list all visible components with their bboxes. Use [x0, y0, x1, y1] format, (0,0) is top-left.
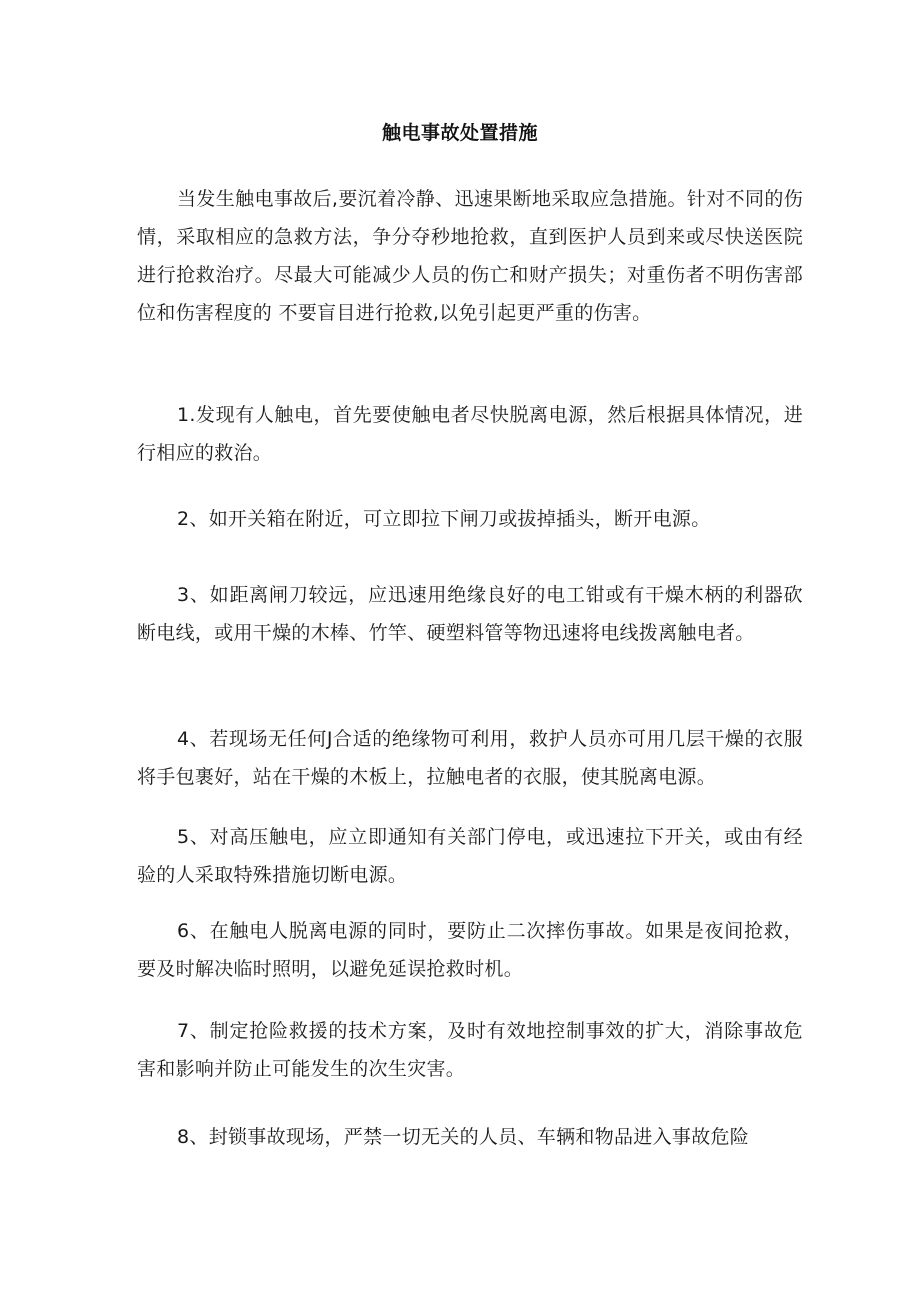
document-title: 触电事故处置措施 [381, 122, 538, 144]
measure-item-7: 7、制定抢险救援的技术方案，及时有效地控制事效的扩大，消除事故危害和影响并防止可能发生的次生灾害。 [137, 1020, 803, 1080]
measure-item-1: 1.发现有人触电，首先要使触电者尽快脱离电源，然后根据具体情况，进行相应的救治。 [137, 404, 803, 464]
measure-item-6: 6、在触电人脱离电源的同时，要防止二次摔伤事故。如果是夜间抢救，要及时解决临时照明，以避免延误抢救时机。 [137, 920, 803, 980]
measure-item-5: 5、对高压触电，应立即通知有关部门停电，或迅速拉下开关，或由有经验的人采取特殊措施切断电源。 [137, 826, 803, 886]
measure-item-2: 2、如开关箱在附近，可立即拉下闸刀或拔掉插头，断开电源。 [177, 508, 711, 530]
measure-item-4: 4、若现场无任何J合适的绝缘物可利用，救护人员亦可用几层干燥的衣服将手包裹好，站在干燥的木板上，拉触电者的衣服，使其脱离电源。 [137, 728, 803, 788]
measure-item-8: 8、封锁事故现场，严禁一切无关的人员、车辆和物品进入事故危险 [177, 1126, 750, 1148]
measure-item-3: 3、如距离闸刀较远，应迅速用绝缘良好的电工钳或有干燥木柄的利器砍断电线，或用干燥的木棒、竹竿、硬塑料管等物迅速将电线拨离触电者。 [137, 584, 803, 644]
intro-paragraph: 当发生触电事故后,要沉着冷静、迅速果断地采取应急措施。针对不同的伤情，采取相应的急救方法，争分夺秒地抢救，直到医护人员到来或尽快送医院进行抢救治疗。尽最大可能减少人员的伤亡和财产损失；对重伤者不明伤害部位和伤害程度的 不要盲目进行抢救,以免引起更严重的伤害。 [137, 188, 803, 324]
